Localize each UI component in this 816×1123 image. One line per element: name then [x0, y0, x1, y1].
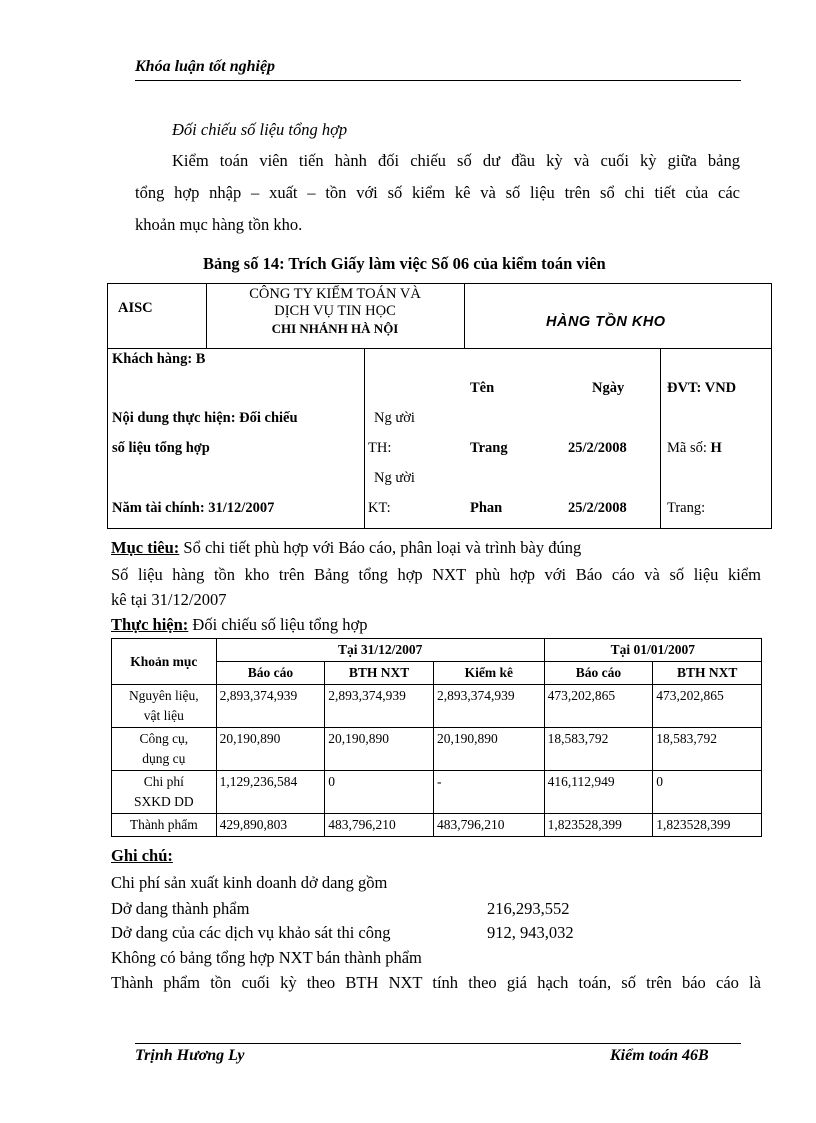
table-row: [112, 814, 762, 837]
section-heading: Đối chiếu số liệu tổng hợp: [172, 120, 348, 139]
cell: 483,796,210: [325, 814, 434, 837]
row-label-line: dụng cụ: [142, 751, 186, 766]
table-row: [112, 771, 762, 814]
sub-header: BTH NXT: [325, 662, 434, 685]
reviewer-date: 25/2/2008: [568, 500, 627, 516]
cell: 18,583,792: [653, 728, 762, 771]
col-date-header: Ngày: [592, 380, 625, 396]
code-value: H: [710, 440, 722, 456]
unit-label: ĐVT: VND: [667, 380, 737, 396]
cell: 20,190,890: [216, 728, 325, 771]
preparer-label-2: TH:: [368, 440, 392, 456]
col-item-header: Khoản mục: [112, 639, 217, 685]
execution-label: Thực hiện:: [111, 615, 189, 634]
cell: 0: [653, 771, 762, 814]
header-divider: [135, 80, 741, 81]
code-label-text: Mã số:: [667, 440, 711, 456]
running-header: Khóa luận tốt nghiệp: [135, 58, 276, 75]
table-caption: Bảng số 14: Trích Giấy làm việc Số 06 của kiểm toán viên: [203, 254, 606, 273]
divider: [206, 284, 207, 348]
objective-label: Mục tiêu:: [111, 538, 180, 557]
cell: 2,893,374,939: [433, 685, 544, 728]
preparer-label: Ng ười: [374, 410, 415, 426]
reconciliation-table: [111, 638, 762, 837]
objective-line: [111, 538, 581, 558]
sub-header: Báo cáo: [544, 662, 653, 685]
intro-line-1: Kiểm toán viên tiến hành đối chiếu số dư đầu kỳ và cuối kỳ giữa bảng: [172, 151, 740, 170]
company-line-2: DỊCH VỤ TIN HỌC: [274, 303, 396, 319]
row-label: [112, 685, 217, 728]
cell: 2,893,374,939: [325, 685, 434, 728]
row-label: [112, 728, 217, 771]
reviewer-name: Phan: [470, 500, 503, 516]
cell: 0: [325, 771, 434, 814]
row-label-line: Công cụ,: [139, 731, 189, 746]
fiscal-year: Năm tài chính: 31/12/2007: [112, 500, 275, 516]
notes-label: Ghi chú:: [111, 846, 173, 865]
divider: [464, 284, 465, 348]
subject-title: HÀNG TỒN KHO: [546, 314, 666, 330]
cell: 1,823528,399: [653, 814, 762, 837]
sub-header: Kiểm kê: [433, 662, 544, 685]
code-label: [667, 440, 722, 457]
divider: [108, 348, 771, 349]
cell: -: [433, 771, 544, 814]
notes-line-2-value: 216,293,552: [487, 899, 570, 918]
cell: 1,823528,399: [544, 814, 653, 837]
aisc-logo: AISC: [118, 300, 153, 316]
row-label: Thành phẩm: [112, 814, 217, 837]
cell: 483,796,210: [433, 814, 544, 837]
content-line-1: Nội dung thực hiện: Đối chiếu: [112, 410, 298, 426]
intro-line-2: tổng hợp nhập – xuất – tồn với số kiểm kê và số liệu trên sổ chi tiết của các: [135, 183, 740, 202]
intro-line-3: khoản mục hàng tồn kho.: [135, 215, 303, 234]
divider: [660, 348, 661, 528]
notes-line-5: Thành phẩm tồn cuối kỳ theo BTH NXT tính theo giá hạch toán, số trên báo cáo là: [111, 973, 761, 992]
preparer-date: 25/2/2008: [568, 440, 627, 456]
row-label-line: Chi phí: [143, 774, 184, 789]
cell: 473,202,865: [544, 685, 653, 728]
group-header-2007-start: Tại 01/01/2007: [544, 639, 761, 662]
page-label: Trang:: [667, 500, 706, 516]
client-label: Khách hàng: B: [112, 351, 206, 367]
reviewer-label: Ng ười: [374, 470, 415, 486]
company-branch: CHI NHÁNH HÀ NỘI: [271, 321, 399, 336]
execution-text: Đối chiếu số liệu tổng hợp: [188, 615, 368, 634]
notes-line-1: Chi phí sản xuất kinh doanh dở dang gồm: [111, 873, 388, 892]
workpaper-header: [107, 283, 772, 529]
notes-line-3-label: Dở dang của các dịch vụ khảo sát thi công: [111, 923, 391, 942]
cell: 18,583,792: [544, 728, 653, 771]
notes-line-4: Không có bảng tổng hợp NXT bán thành phẩm: [111, 948, 422, 967]
footer-divider: [135, 1043, 741, 1044]
objective-line-3: kê tại 31/12/2007: [111, 590, 227, 609]
table-row: [112, 685, 762, 728]
preparer-name: Trang: [470, 440, 508, 456]
cell: 2,893,374,939: [216, 685, 325, 728]
cell: 1,129,236,584: [216, 771, 325, 814]
table-header-row: [112, 639, 762, 662]
footer-author: Trịnh Hương Ly: [135, 1047, 245, 1064]
row-label-line: vật liệu: [143, 708, 184, 723]
cell: 20,190,890: [433, 728, 544, 771]
table-row: [112, 728, 762, 771]
content-line-2: số liệu tổng hợp: [112, 440, 210, 456]
reviewer-label-2: KT:: [368, 500, 391, 516]
sub-header: BTH NXT: [653, 662, 762, 685]
notes-line-3-value: 912, 943,032: [487, 923, 574, 942]
execution-line: [111, 615, 368, 635]
divider: [364, 348, 365, 528]
company-line-1: CÔNG TY KIỂM TOÁN VÀ: [249, 286, 421, 302]
sub-header: Báo cáo: [216, 662, 325, 685]
objective-line-2: Số liệu hàng tồn kho trên Bảng tổng hợp NXT phù hợp với Báo cáo và số liệu kiểm: [111, 565, 761, 584]
objective-text: Sổ chi tiết phù hợp với Báo cáo, phân loại và trình bày đúng: [179, 538, 582, 557]
row-label: [112, 771, 217, 814]
cell: 416,112,949: [544, 771, 653, 814]
company-name: [212, 286, 458, 337]
cell: 429,890,803: [216, 814, 325, 837]
col-name-header: Tên: [470, 380, 495, 396]
cell: 473,202,865: [653, 685, 762, 728]
group-header-2007-end: Tại 31/12/2007: [216, 639, 544, 662]
footer-class: Kiểm toán 46B: [610, 1047, 709, 1064]
row-label-line: SXKD DD: [133, 794, 194, 809]
row-label-line: Nguyên liệu,: [128, 688, 199, 703]
notes-line-2-label: Dở dang thành phẩm: [111, 899, 250, 918]
cell: 20,190,890: [325, 728, 434, 771]
